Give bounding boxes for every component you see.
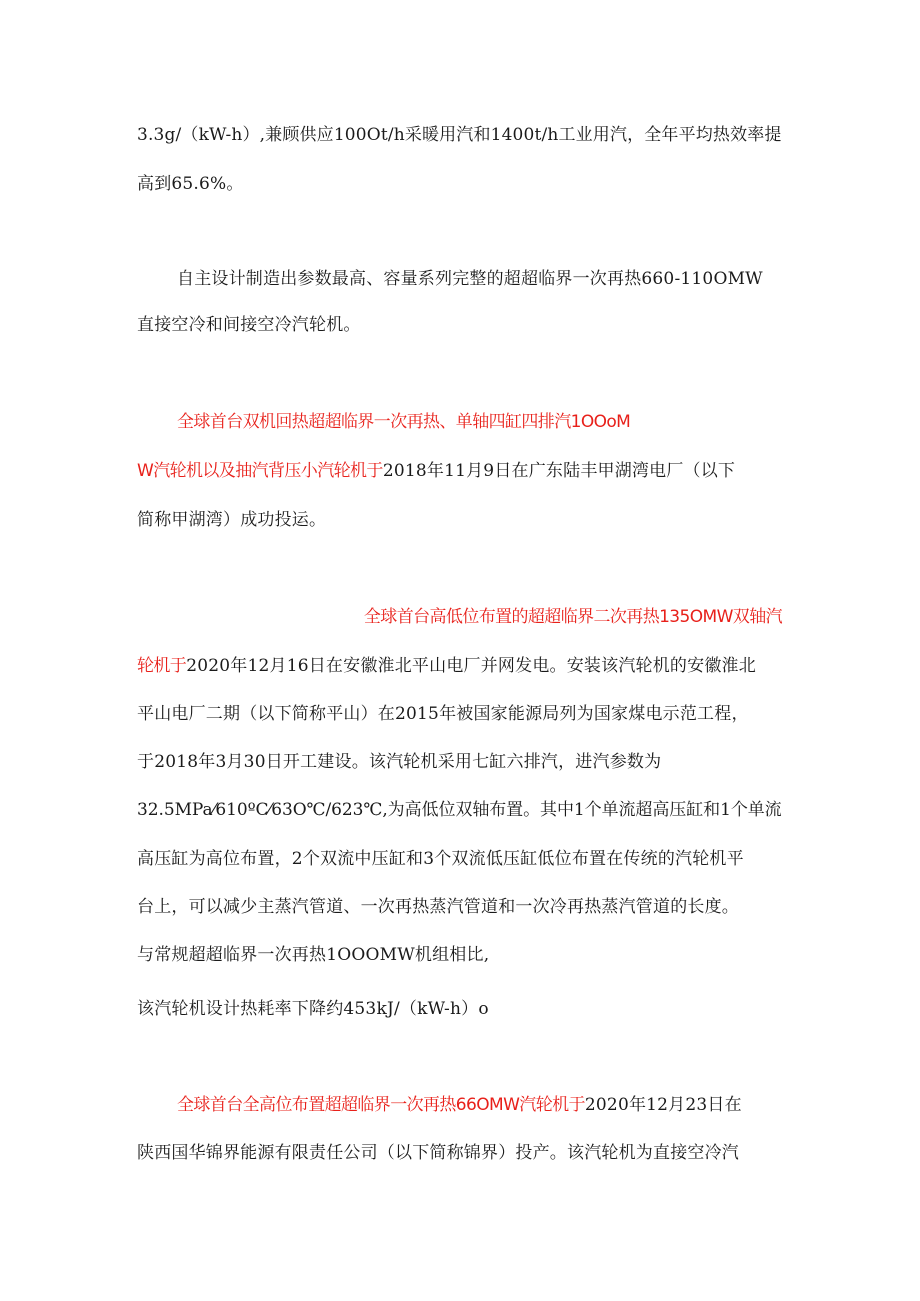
p4-line-2-text: 2020年12月16日在安徽淮北平山电厂并网发电。安装该汽轮机的安徽淮北: [186, 656, 756, 676]
p3-line-2-text: 2018年11月9日在广东陆丰甲湖湾电厂（以下: [382, 461, 736, 481]
p4-line-6: 高压缸为高位布置，2个双流中压缸和3个双流低压缸低位布置在传统的汽轮机平: [137, 849, 744, 869]
p3-line-1-highlight: 全球首台双机回热超超临界一次再热、单轴四缸四排汽1OOoM: [177, 412, 631, 432]
p6-line-2: 陕西国华锦界能源有限责任公司（以下简称锦界）投产。该汽轮机为直接空冷汽: [137, 1143, 739, 1163]
p4-line-1-highlight: 全球首台高低位布置的超超临界二次再热135OMW双轴汽: [363, 607, 782, 627]
p5-line-1: 该汽轮机设计热耗率下降约453kJ/（kW-h）o: [137, 999, 489, 1019]
p3-line-2: [137, 460, 735, 482]
p4-line-4: 于2018年3月30日开工建设。该汽轮机采用七缸六排汽，进汽参数为: [137, 752, 662, 772]
p4-line-5: 32.5MPa⁄610ºC⁄63O℃/623℃,为高低位双轴布置。其中1个单流超高压缸和1个单流: [137, 800, 782, 820]
p4-line-2: [137, 655, 756, 677]
p6-line-1-text: 2020年12月23日在: [584, 1095, 742, 1115]
p2-line-1: 自主设计制造出参数最高、容量系列完整的超超临界一次再热660-110OMW: [177, 269, 763, 289]
p4-line-2-highlight: 轮机于: [137, 656, 187, 676]
p6-line-1: [177, 1094, 742, 1116]
p1-line-1: 3.3g/（kW-h）,兼顾供应100Ot/h采暖用汽和1400t/h工业用汽，全年平均热效率提: [137, 125, 782, 145]
p3-line-2-highlight: W汽轮机以及抽汽背压小汽轮机于: [137, 461, 383, 481]
p1-line-2: 高到65.6%。: [137, 174, 244, 194]
p4-line-8: 与常规超超临界一次再热1OOOMW机组相比,: [137, 945, 490, 965]
p4-line-3: 平山电厂二期（以下简称平山）在2015年被国家能源局列为国家煤电示范工程，: [137, 704, 749, 724]
p2-line-2: 直接空冷和间接空冷汽轮机。: [137, 315, 361, 335]
p6-line-1-highlight: 全球首台全高位布置超超临界一次再热66OMW汽轮机于: [177, 1095, 585, 1115]
p4-line-7: 台上，可以减少主蒸汽管道、一次再热蒸汽管道和一次冷再热蒸汽管道的长度。: [137, 897, 739, 917]
p3-line-3: 简称甲湖湾）成功投运。: [137, 510, 327, 530]
